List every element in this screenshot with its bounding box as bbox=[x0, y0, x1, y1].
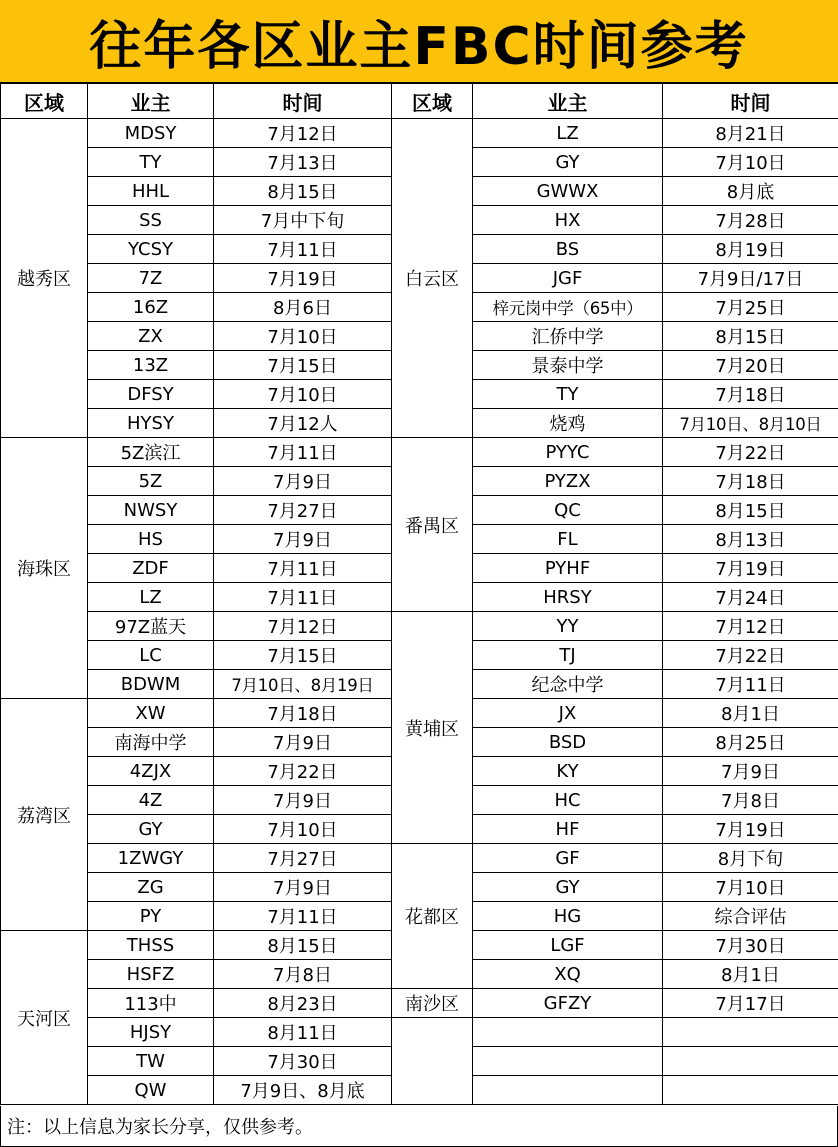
owner-cell: JGF bbox=[473, 264, 663, 293]
owner-cell: BSD bbox=[473, 728, 663, 757]
time-cell: 7月9日、8月底 bbox=[214, 1076, 392, 1105]
owner-cell: FL bbox=[473, 525, 663, 554]
time-cell: 7月15日 bbox=[214, 351, 392, 380]
owner-cell: TJ bbox=[473, 641, 663, 670]
owner-cell: GY bbox=[473, 148, 663, 177]
time-cell: 7月9日 bbox=[214, 467, 392, 496]
time-cell: 7月11日 bbox=[214, 583, 392, 612]
page-title: 往年各区业主FBC时间参考 bbox=[0, 0, 838, 84]
time-cell: 7月10日 bbox=[214, 815, 392, 844]
time-cell: 7月中下旬 bbox=[214, 206, 392, 235]
time-cell: 7月27日 bbox=[214, 844, 392, 873]
time-cell: 8月13日 bbox=[663, 525, 838, 554]
time-cell: 7月12日 bbox=[214, 119, 392, 148]
owner-cell: 景泰中学 bbox=[473, 351, 663, 380]
owner-cell: YY bbox=[473, 612, 663, 641]
time-cell: 8月25日 bbox=[663, 728, 838, 757]
header-time-right: 时间 bbox=[663, 84, 838, 119]
time-cell: 7月10日 bbox=[214, 322, 392, 351]
owner-cell: GF bbox=[473, 844, 663, 873]
owner-cell: GY bbox=[473, 873, 663, 902]
owner-cell: TY bbox=[473, 380, 663, 409]
time-cell: 7月30日 bbox=[214, 1047, 392, 1076]
time-cell: 7月10日、8月10日 bbox=[663, 409, 838, 438]
time-cell: 7月15日 bbox=[214, 641, 392, 670]
time-cell: 7月17日 bbox=[663, 989, 838, 1018]
time-cell: 7月18日 bbox=[663, 467, 838, 496]
time-cell: 7月8日 bbox=[214, 960, 392, 989]
owner-cell: 梓元岗中学（65中） bbox=[473, 293, 663, 322]
header-time-left: 时间 bbox=[214, 84, 392, 119]
owner-cell: 1ZWGY bbox=[88, 844, 214, 873]
time-cell: 8月6日 bbox=[214, 293, 392, 322]
time-cell: 7月22日 bbox=[214, 757, 392, 786]
owner-cell: JX bbox=[473, 699, 663, 728]
time-cell: 7月27日 bbox=[214, 496, 392, 525]
time-cell: 7月9日 bbox=[214, 873, 392, 902]
district-cell: 荔湾区 bbox=[1, 699, 88, 931]
time-cell: 7月19日 bbox=[214, 264, 392, 293]
owner-cell bbox=[473, 1047, 663, 1076]
owner-cell: LGF bbox=[473, 931, 663, 960]
district-cell: 南沙区 bbox=[392, 989, 473, 1018]
owner-cell: HJSY bbox=[88, 1018, 214, 1047]
owner-cell: 南海中学 bbox=[88, 728, 214, 757]
owner-cell: 4Z bbox=[88, 786, 214, 815]
time-cell: 7月9日 bbox=[214, 525, 392, 554]
time-cell: 7月9日 bbox=[214, 728, 392, 757]
owner-cell: 97Z蓝天 bbox=[88, 612, 214, 641]
owner-cell: TY bbox=[88, 148, 214, 177]
time-cell: 7月12日 bbox=[663, 612, 838, 641]
time-cell: 7月10日 bbox=[663, 148, 838, 177]
owner-cell: HRSY bbox=[473, 583, 663, 612]
district-cell: 花都区 bbox=[392, 844, 473, 989]
owner-cell: 纪念中学 bbox=[473, 670, 663, 699]
time-cell bbox=[663, 1047, 838, 1076]
owner-cell: BDWM bbox=[88, 670, 214, 699]
owner-cell: 5Z滨江 bbox=[88, 438, 214, 467]
header-district-right: 区域 bbox=[392, 84, 473, 119]
owner-cell: QW bbox=[88, 1076, 214, 1105]
owner-cell: ZG bbox=[88, 873, 214, 902]
time-cell: 7月11日 bbox=[214, 235, 392, 264]
time-cell: 8月15日 bbox=[663, 496, 838, 525]
district-cell: 番禺区 bbox=[392, 438, 473, 612]
time-cell: 8月底 bbox=[663, 177, 838, 206]
time-cell: 8月1日 bbox=[663, 699, 838, 728]
district-cell: 白云区 bbox=[392, 119, 473, 438]
owner-cell: SS bbox=[88, 206, 214, 235]
time-cell: 7月10日、8月19日 bbox=[214, 670, 392, 699]
time-cell: 7月11日 bbox=[663, 670, 838, 699]
owner-cell: MDSY bbox=[88, 119, 214, 148]
time-cell: 8月15日 bbox=[663, 322, 838, 351]
time-cell: 7月12日 bbox=[214, 612, 392, 641]
owner-cell: HYSY bbox=[88, 409, 214, 438]
owner-cell: 5Z bbox=[88, 467, 214, 496]
owner-cell: PY bbox=[88, 902, 214, 931]
time-cell: 7月18日 bbox=[214, 699, 392, 728]
time-cell: 7月30日 bbox=[663, 931, 838, 960]
time-cell: 7月22日 bbox=[663, 641, 838, 670]
owner-cell: HS bbox=[88, 525, 214, 554]
owner-cell: PYZX bbox=[473, 467, 663, 496]
time-cell: 7月12人 bbox=[214, 409, 392, 438]
owner-cell: HC bbox=[473, 786, 663, 815]
owner-cell: NWSY bbox=[88, 496, 214, 525]
owner-cell bbox=[473, 1018, 663, 1047]
owner-cell: LC bbox=[88, 641, 214, 670]
owner-cell: 汇侨中学 bbox=[473, 322, 663, 351]
owner-cell: PYYC bbox=[473, 438, 663, 467]
time-cell: 7月20日 bbox=[663, 351, 838, 380]
time-cell: 7月9日 bbox=[214, 786, 392, 815]
header-owner-right: 业主 bbox=[473, 84, 663, 119]
owner-cell: HF bbox=[473, 815, 663, 844]
district-cell: 海珠区 bbox=[1, 438, 88, 699]
owner-cell: 16Z bbox=[88, 293, 214, 322]
owner-cell: GY bbox=[88, 815, 214, 844]
owner-cell bbox=[473, 1076, 663, 1105]
time-cell: 7月18日 bbox=[663, 380, 838, 409]
time-cell: 7月8日 bbox=[663, 786, 838, 815]
time-cell: 8月11日 bbox=[214, 1018, 392, 1047]
time-cell: 7月11日 bbox=[214, 902, 392, 931]
time-cell: 7月19日 bbox=[663, 554, 838, 583]
footer-note: 注：以上信息为家长分享，仅供参考。 bbox=[0, 1106, 838, 1147]
owner-cell: PYHF bbox=[473, 554, 663, 583]
time-cell: 7月22日 bbox=[663, 438, 838, 467]
time-cell: 7月24日 bbox=[663, 583, 838, 612]
time-cell: 8月21日 bbox=[663, 119, 838, 148]
owner-cell: HSFZ bbox=[88, 960, 214, 989]
fbc-time-table bbox=[0, 84, 838, 1105]
owner-cell: DFSY bbox=[88, 380, 214, 409]
owner-cell: 4ZJX bbox=[88, 757, 214, 786]
owner-cell: XW bbox=[88, 699, 214, 728]
owner-cell: 13Z bbox=[88, 351, 214, 380]
time-cell: 7月9日 bbox=[663, 757, 838, 786]
owner-cell: QC bbox=[473, 496, 663, 525]
time-cell: 8月15日 bbox=[214, 931, 392, 960]
time-cell: 7月19日 bbox=[663, 815, 838, 844]
owner-cell: GWWX bbox=[473, 177, 663, 206]
time-cell: 8月23日 bbox=[214, 989, 392, 1018]
time-cell: 8月15日 bbox=[214, 177, 392, 206]
owner-cell: ZX bbox=[88, 322, 214, 351]
header-owner-left: 业主 bbox=[88, 84, 214, 119]
district-cell: 越秀区 bbox=[1, 119, 88, 438]
owner-cell: LZ bbox=[473, 119, 663, 148]
time-cell bbox=[663, 1076, 838, 1105]
time-cell: 7月10日 bbox=[663, 873, 838, 902]
time-cell: 7月25日 bbox=[663, 293, 838, 322]
district-cell: 黄埔区 bbox=[392, 612, 473, 844]
time-cell: 8月1日 bbox=[663, 960, 838, 989]
owner-cell: HHL bbox=[88, 177, 214, 206]
owner-cell: KY bbox=[473, 757, 663, 786]
owner-cell: THSS bbox=[88, 931, 214, 960]
owner-cell: XQ bbox=[473, 960, 663, 989]
owner-cell: BS bbox=[473, 235, 663, 264]
time-cell: 7月10日 bbox=[214, 380, 392, 409]
time-cell: 7月11日 bbox=[214, 554, 392, 583]
owner-cell: 7Z bbox=[88, 264, 214, 293]
district-cell bbox=[392, 1018, 473, 1105]
time-cell: 8月下旬 bbox=[663, 844, 838, 873]
time-cell: 7月28日 bbox=[663, 206, 838, 235]
time-cell bbox=[663, 1018, 838, 1047]
owner-cell: TW bbox=[88, 1047, 214, 1076]
owner-cell: YCSY bbox=[88, 235, 214, 264]
owner-cell: 113中 bbox=[88, 989, 214, 1018]
owner-cell: HG bbox=[473, 902, 663, 931]
time-cell: 7月9日/17日 bbox=[663, 264, 838, 293]
header-district-left: 区域 bbox=[1, 84, 88, 119]
time-cell: 8月19日 bbox=[663, 235, 838, 264]
time-cell: 7月13日 bbox=[214, 148, 392, 177]
time-cell: 综合评估 bbox=[663, 902, 838, 931]
owner-cell: HX bbox=[473, 206, 663, 235]
owner-cell: LZ bbox=[88, 583, 214, 612]
district-cell: 天河区 bbox=[1, 931, 88, 1105]
owner-cell: 烧鸡 bbox=[473, 409, 663, 438]
time-cell: 7月11日 bbox=[214, 438, 392, 467]
owner-cell: GFZY bbox=[473, 989, 663, 1018]
owner-cell: ZDF bbox=[88, 554, 214, 583]
